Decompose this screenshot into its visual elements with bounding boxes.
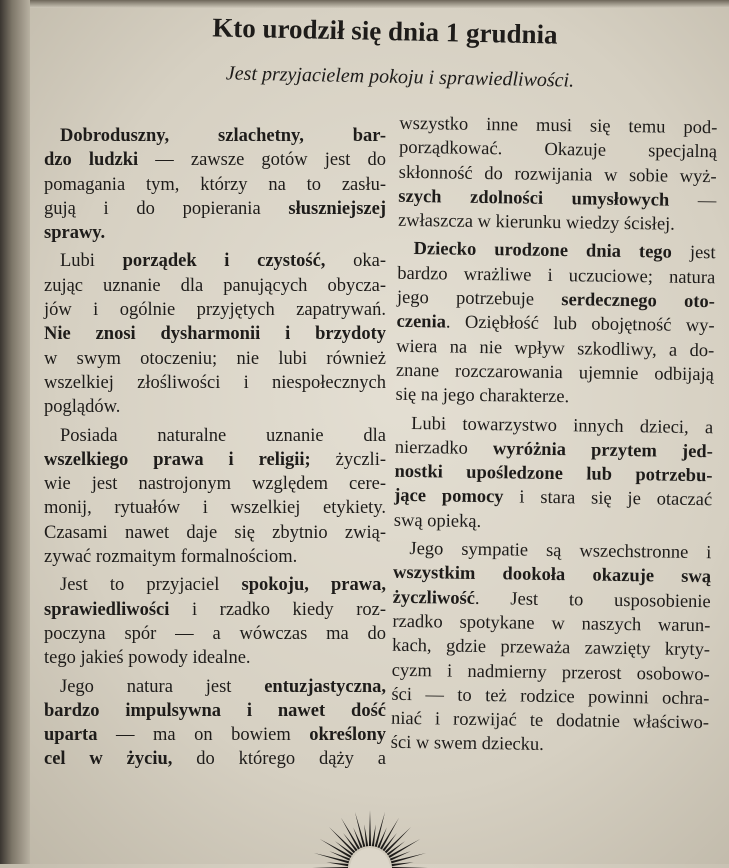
facing-page-curl <box>0 0 30 864</box>
text-column-right <box>390 112 717 764</box>
ornament-ray <box>385 827 411 853</box>
bold-text: sprawy. <box>44 223 106 244</box>
text: jego potrzebuje <box>396 287 562 311</box>
text-line <box>44 197 386 221</box>
ornament-ray <box>369 810 371 846</box>
text: zwłaszcza w kierunku wiedzy ścisłej. <box>397 210 676 235</box>
text-line <box>44 221 386 245</box>
text-line <box>44 496 386 520</box>
paragraph <box>44 249 386 419</box>
text-line <box>44 274 386 298</box>
text-line <box>44 395 386 419</box>
text: swą opieką. <box>393 510 482 532</box>
text-line <box>44 448 386 472</box>
text: niać i rozwijać te dodatnie właściwo- <box>390 708 710 734</box>
ornament-ray <box>364 824 368 846</box>
text-line <box>44 424 386 448</box>
text: Jego natura jest <box>60 676 265 697</box>
text: nierzadko <box>394 437 494 460</box>
text-line <box>44 545 386 569</box>
bold-text: cel w życiu, <box>44 749 173 770</box>
text-line <box>44 249 386 273</box>
text: poglądów. <box>44 397 121 418</box>
bold-text: wszelkiego prawa i religii; <box>44 449 311 470</box>
ornament-ray <box>326 862 348 866</box>
text: i stara się je otaczać <box>503 487 713 511</box>
text: . Oziębłość lub obojętność wy- <box>445 312 715 337</box>
text: do którego dąży a <box>172 749 386 770</box>
paragraph <box>44 124 386 245</box>
page-top-edge <box>0 0 729 8</box>
text-line <box>44 675 386 699</box>
text: wszelkiej złośliwości i niespołecznych <box>44 372 386 393</box>
text: — ma on bowiem <box>97 725 310 746</box>
text: Lubi towarzystwo innych dzieci, a <box>411 413 714 438</box>
bold-text: słuszniejszej <box>288 198 386 219</box>
ornament-ray <box>329 827 355 853</box>
ornament-ray <box>320 839 352 858</box>
text-line <box>44 347 386 371</box>
text: bardzo wrażliwe i uczuciowe; natura <box>397 263 716 289</box>
page-subtitle: Jest przyjacielem pokoju i sprawiedliwości. <box>225 62 575 92</box>
ornament-ray <box>372 824 376 846</box>
text: cyzm i nadmierny przerost osobowo- <box>391 660 710 685</box>
text: — <box>669 190 717 212</box>
bold-text: dzo ludzki <box>44 150 139 171</box>
text: Lubi <box>60 251 123 272</box>
paragraph <box>391 537 712 760</box>
text-line <box>44 646 386 670</box>
paragraph <box>44 675 386 772</box>
paragraph <box>394 411 714 537</box>
text: oka- <box>325 251 386 272</box>
text: pomagania tym, którzy na to zasłu- <box>44 174 386 195</box>
ornament-ray <box>355 812 365 847</box>
text: zując uznanie dla panujących obycza- <box>44 275 386 296</box>
text: zywać rozmaitym formalnościom. <box>44 547 298 568</box>
text: Czasami nawet daje się zbytnio zwią- <box>44 522 386 543</box>
bold-text: szych zdolności umysłowych <box>398 186 670 211</box>
text-line <box>44 699 386 723</box>
bold-text: Dziecko urodzone dnia tego <box>413 239 672 264</box>
text: i rzadko kiedy roz- <box>169 599 386 620</box>
text: ści — to też rodzice powinni ochra- <box>391 684 710 710</box>
text: jest <box>671 243 716 264</box>
text: wie jest nastrojonym względem cere- <box>44 474 386 495</box>
text: porządkować. Okazuje specjalną <box>398 138 718 163</box>
text: rzadko spotykane w naszych warun- <box>392 611 711 637</box>
bold-text: życzliwość <box>392 587 476 609</box>
paragraph <box>44 573 386 670</box>
text-line <box>44 521 386 545</box>
ornament-ray <box>341 818 360 850</box>
bold-text: wyróżnia przytem jed- <box>492 439 713 463</box>
text: znane rozczarowania ujemnie odbijają <box>395 360 715 386</box>
paragraph <box>44 424 386 570</box>
text-line <box>44 723 386 747</box>
text-line <box>44 124 386 148</box>
bold-text: nostki upośledzone lub potrzebu- <box>394 461 713 487</box>
text-line <box>44 747 386 771</box>
text: w swym otoczeniu; nie lubi również <box>44 348 386 369</box>
bold-text: serdecznego oto- <box>561 290 716 313</box>
ornament-ray <box>392 862 414 866</box>
paragraph <box>395 237 715 412</box>
bold-text: określony <box>309 725 386 746</box>
text-line <box>398 209 716 238</box>
text: wiera na nie wpływ szkodliwy, a do- <box>396 336 715 361</box>
text-line <box>394 509 712 538</box>
ornament-ray <box>388 839 420 858</box>
text-column-left <box>44 124 386 776</box>
bold-text: sprawiedliwości <box>44 599 170 620</box>
text: . Jest to usposobienie <box>474 588 711 612</box>
ornament-ray <box>380 818 399 850</box>
bold-text: bardzo impulsywna i nawet dość <box>44 700 386 721</box>
text: Jego sympatie są wszechstronne i <box>409 539 712 564</box>
text: kach, gdzie przeważa zawzięty kryty- <box>391 635 711 661</box>
ornament-ray <box>391 853 426 863</box>
text: skłonność do rozwijania w sobie wyż- <box>398 162 717 187</box>
text: tego jakieś powody idealne. <box>44 648 251 669</box>
text: życzli- <box>310 449 386 470</box>
text: poczyna spór — a wówczas ma do <box>44 623 386 644</box>
text-line <box>44 298 386 322</box>
bold-text: entuzjastyczna, <box>264 676 386 697</box>
bold-text: spokoju, prawa, <box>241 575 386 596</box>
text-line <box>44 598 386 622</box>
text: — zawsze gotów jest do <box>138 150 386 171</box>
text: Posiada naturalne uznanie dla <box>60 425 386 446</box>
text: się na jego charakterze. <box>395 385 570 408</box>
text-line <box>44 573 386 597</box>
text: monij, rytuałów i wszelkiej etykiety. <box>44 498 386 519</box>
bold-text: wszystkim dookoła okazuje swą <box>392 563 712 588</box>
text: wszystko inne musi się temu pod- <box>399 113 718 139</box>
page-title: Kto urodził się dnia 1 grudnia <box>212 12 558 50</box>
text: gują i do popierania <box>44 198 289 219</box>
bold-text: porządek i czystość, <box>122 251 326 272</box>
text-line <box>44 622 386 646</box>
bold-text: Dobroduszny, szlachetny, bar- <box>60 126 386 146</box>
text-line <box>392 634 710 663</box>
text-line <box>395 383 713 412</box>
bold-text: Nie znosi dysharmonii i brzydoty <box>44 324 386 345</box>
text: Jest to przyjaciel <box>60 575 242 596</box>
text-line <box>44 148 386 172</box>
bold-text: jące pomocy <box>394 486 504 508</box>
ornament-ray <box>314 853 349 863</box>
text-line <box>44 371 386 395</box>
sunburst-ornament-icon <box>300 808 440 868</box>
text-line <box>44 173 386 197</box>
text-line <box>44 472 386 496</box>
paragraph <box>398 112 718 238</box>
text: ści w swem dziecku. <box>390 733 544 756</box>
text-line <box>44 322 386 346</box>
ornament-ray <box>375 812 385 847</box>
bold-text: czenia <box>396 312 447 333</box>
bold-text: uparta <box>44 725 98 746</box>
text: jów i ogólnie przyjętych zapatrywań. <box>44 300 386 321</box>
text-line <box>391 731 709 760</box>
